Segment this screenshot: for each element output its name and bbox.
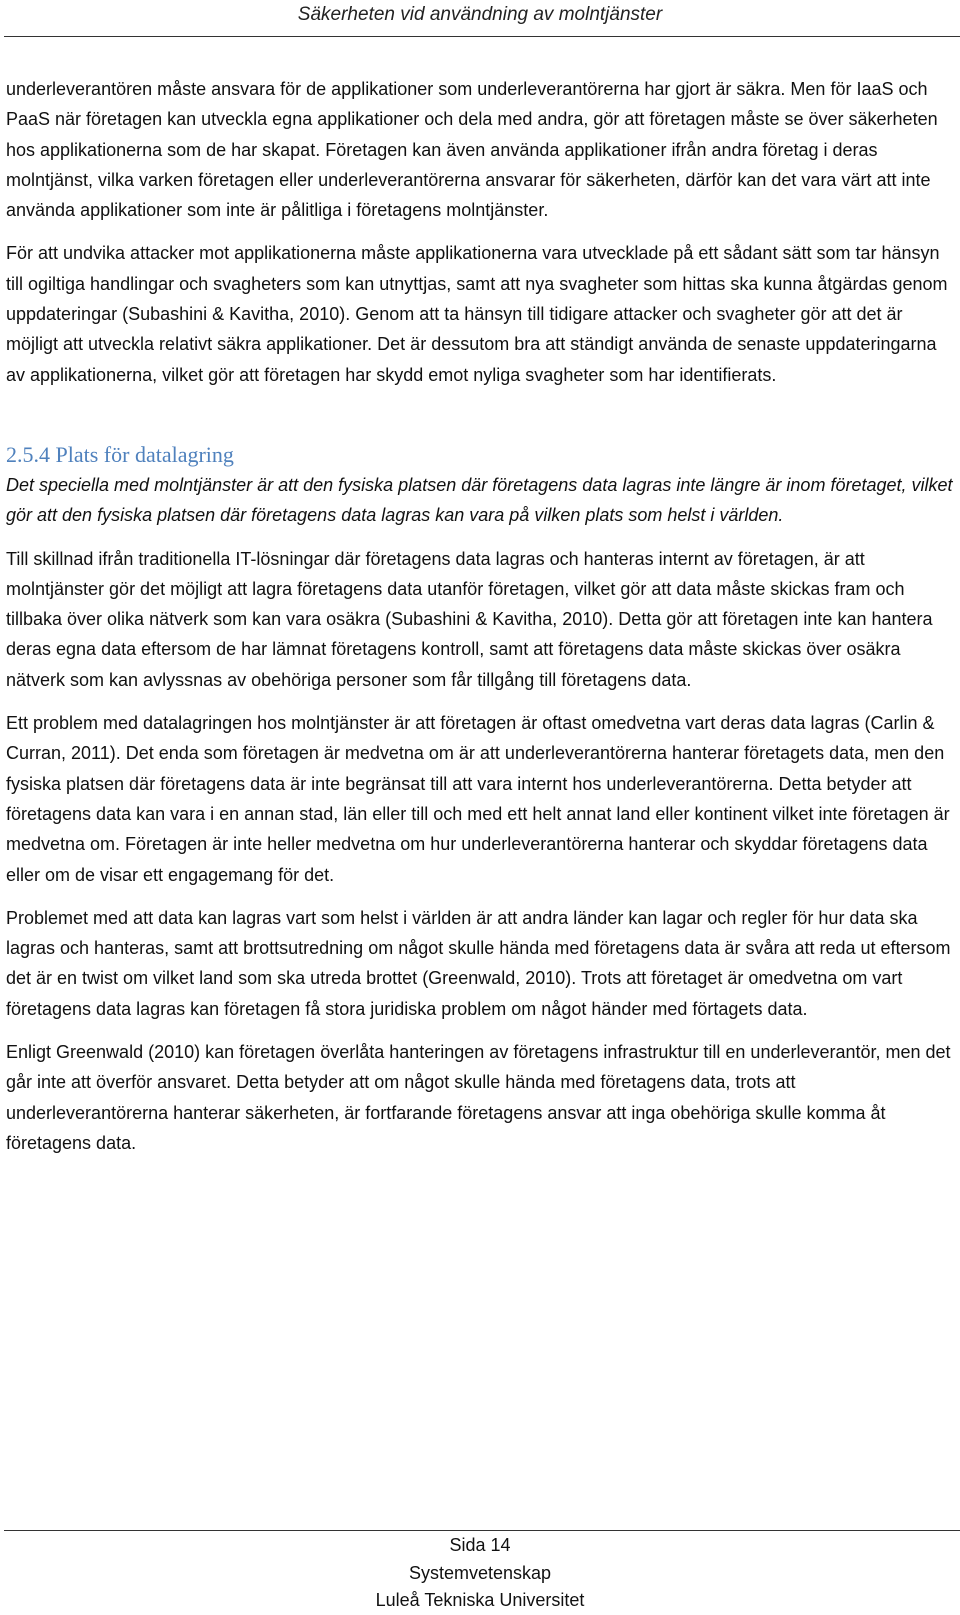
footer-divider xyxy=(4,1530,960,1531)
page-number: Sida 14 xyxy=(449,1535,511,1555)
page-body xyxy=(6,74,956,1158)
body-paragraph: underleverantören måste ansvara för de applikationer som underleverantörerna har gjort är säkra. Men för IaaS och PaaS när företagen kan utveckla egna applikationer och dela med andra, gör att företagen måste se över säkerheten hos applikationerna som de har skapat. Företagen kan även använda applikationer ifrån andra företag i deras molntjänst, vilka varken företagen eller underleverantörerna ansvarar för säkerheten, därför kan det vara värt att inte använda applikationer som inte är pålitliga i företagens molntjänster. xyxy=(6,79,938,221)
running-header: Säkerheten vid användning av molntjänster xyxy=(297,4,663,25)
footer-university: Luleå Tekniska Universitet xyxy=(375,1590,585,1610)
section-heading: 2.5.4 Plats för datalagring xyxy=(6,441,234,467)
body-paragraph: För att undvika attacker mot applikationerna måste applikationerna vara utvecklade på ett sådant sätt som tar hänsyn till ogiltiga handlingar och svagheters som kan utnyttjas, samt att nya svagheter som hittas ska kunna åtgärdas genom uppdateringar (Subashini & Kavitha, 2010). Genom att ta hänsyn till tidigare attacker och svagheter gör att det är möjligt att utveckla relativt säkra applikationer. Det är dessutom bra att ständigt använda de senaste uppdateringarna av applikationerna, vilket gör att företagen har skydd emot nyliga svagheter som har identifierats. xyxy=(6,243,948,385)
header-divider xyxy=(4,36,960,37)
body-paragraph: Till skillnad ifrån traditionella IT-lösningar där företagens data lagras och hanteras internt av företagen, är att molntjänster gör det möjligt att lagra företagens data utanför företagen, vilket gör att data måste skickas fram och tillbaka över olika nätverk som kan vara osäkra (Subashini & Kavitha, 2010). Detta gör att företagen inte kan hantera deras egna data eftersom de har lämnat företagens kontroll, samt att företagens data måste skickas över osäkra nätverk som kan avlyssnas av obehöriga personer som får tillgång till företagens data. xyxy=(6,548,933,690)
page-footer xyxy=(0,1532,960,1615)
section-intro: Det speciella med molntjänster är att den fysiska platsen där företagens data lagras inte längre är inom företaget, vilket gör att den fysiska platsen där företagens data lagras kan vara på vilken plats som helst i världen. xyxy=(6,474,953,526)
footer-department: Systemvetenskap xyxy=(408,1562,552,1583)
body-paragraph: Ett problem med datalagringen hos molntjänster är att företagen är oftast omedvetna vart deras data lagras (Carlin & Curran, 2011). Det enda som företagen är medvetna om är att underleverantörerna hanterar företagets data, men den fysiska platsen där företagens data är inte begränsat till att vara internt hos underleverantörerna. Detta betyder att företagens data kan vara i en annan stad, län eller till och med ett helt annat land eller kontinent vilket inte företagen är medvetna om. Företagen är inte heller medvetna om hur underleverantörerna hanterar och skyddar företagens data eller om de visar ett engagemang för det. xyxy=(6,713,950,885)
body-paragraph: Enligt Greenwald (2010) kan företagen överlåta hanteringen av företagens infrastruktur till en underleverantör, men det går inte att överför ansvaret. Detta betyder att om något skulle hända med företagens data, trots att underleverantörerna hanterar säkerheten, är fortfarande företagens ansvar att inga obehöriga skulle komma åt företagens data. xyxy=(6,1042,951,1153)
body-paragraph: Problemet med att data kan lagras vart som helst i världen är att andra länder kan lagar och regler för hur data ska lagras och hanteras, samt att brottsutredning om något skulle hända med företagens data är svåra att reda ut eftersom det är en twist om vilket land som ska utreda brottet (Greenwald, 2010). Trots att företaget är omedvetna om vart företagens data lagras kan företagen få stora juridiska problem om något händer med förtagets data. xyxy=(6,907,951,1019)
